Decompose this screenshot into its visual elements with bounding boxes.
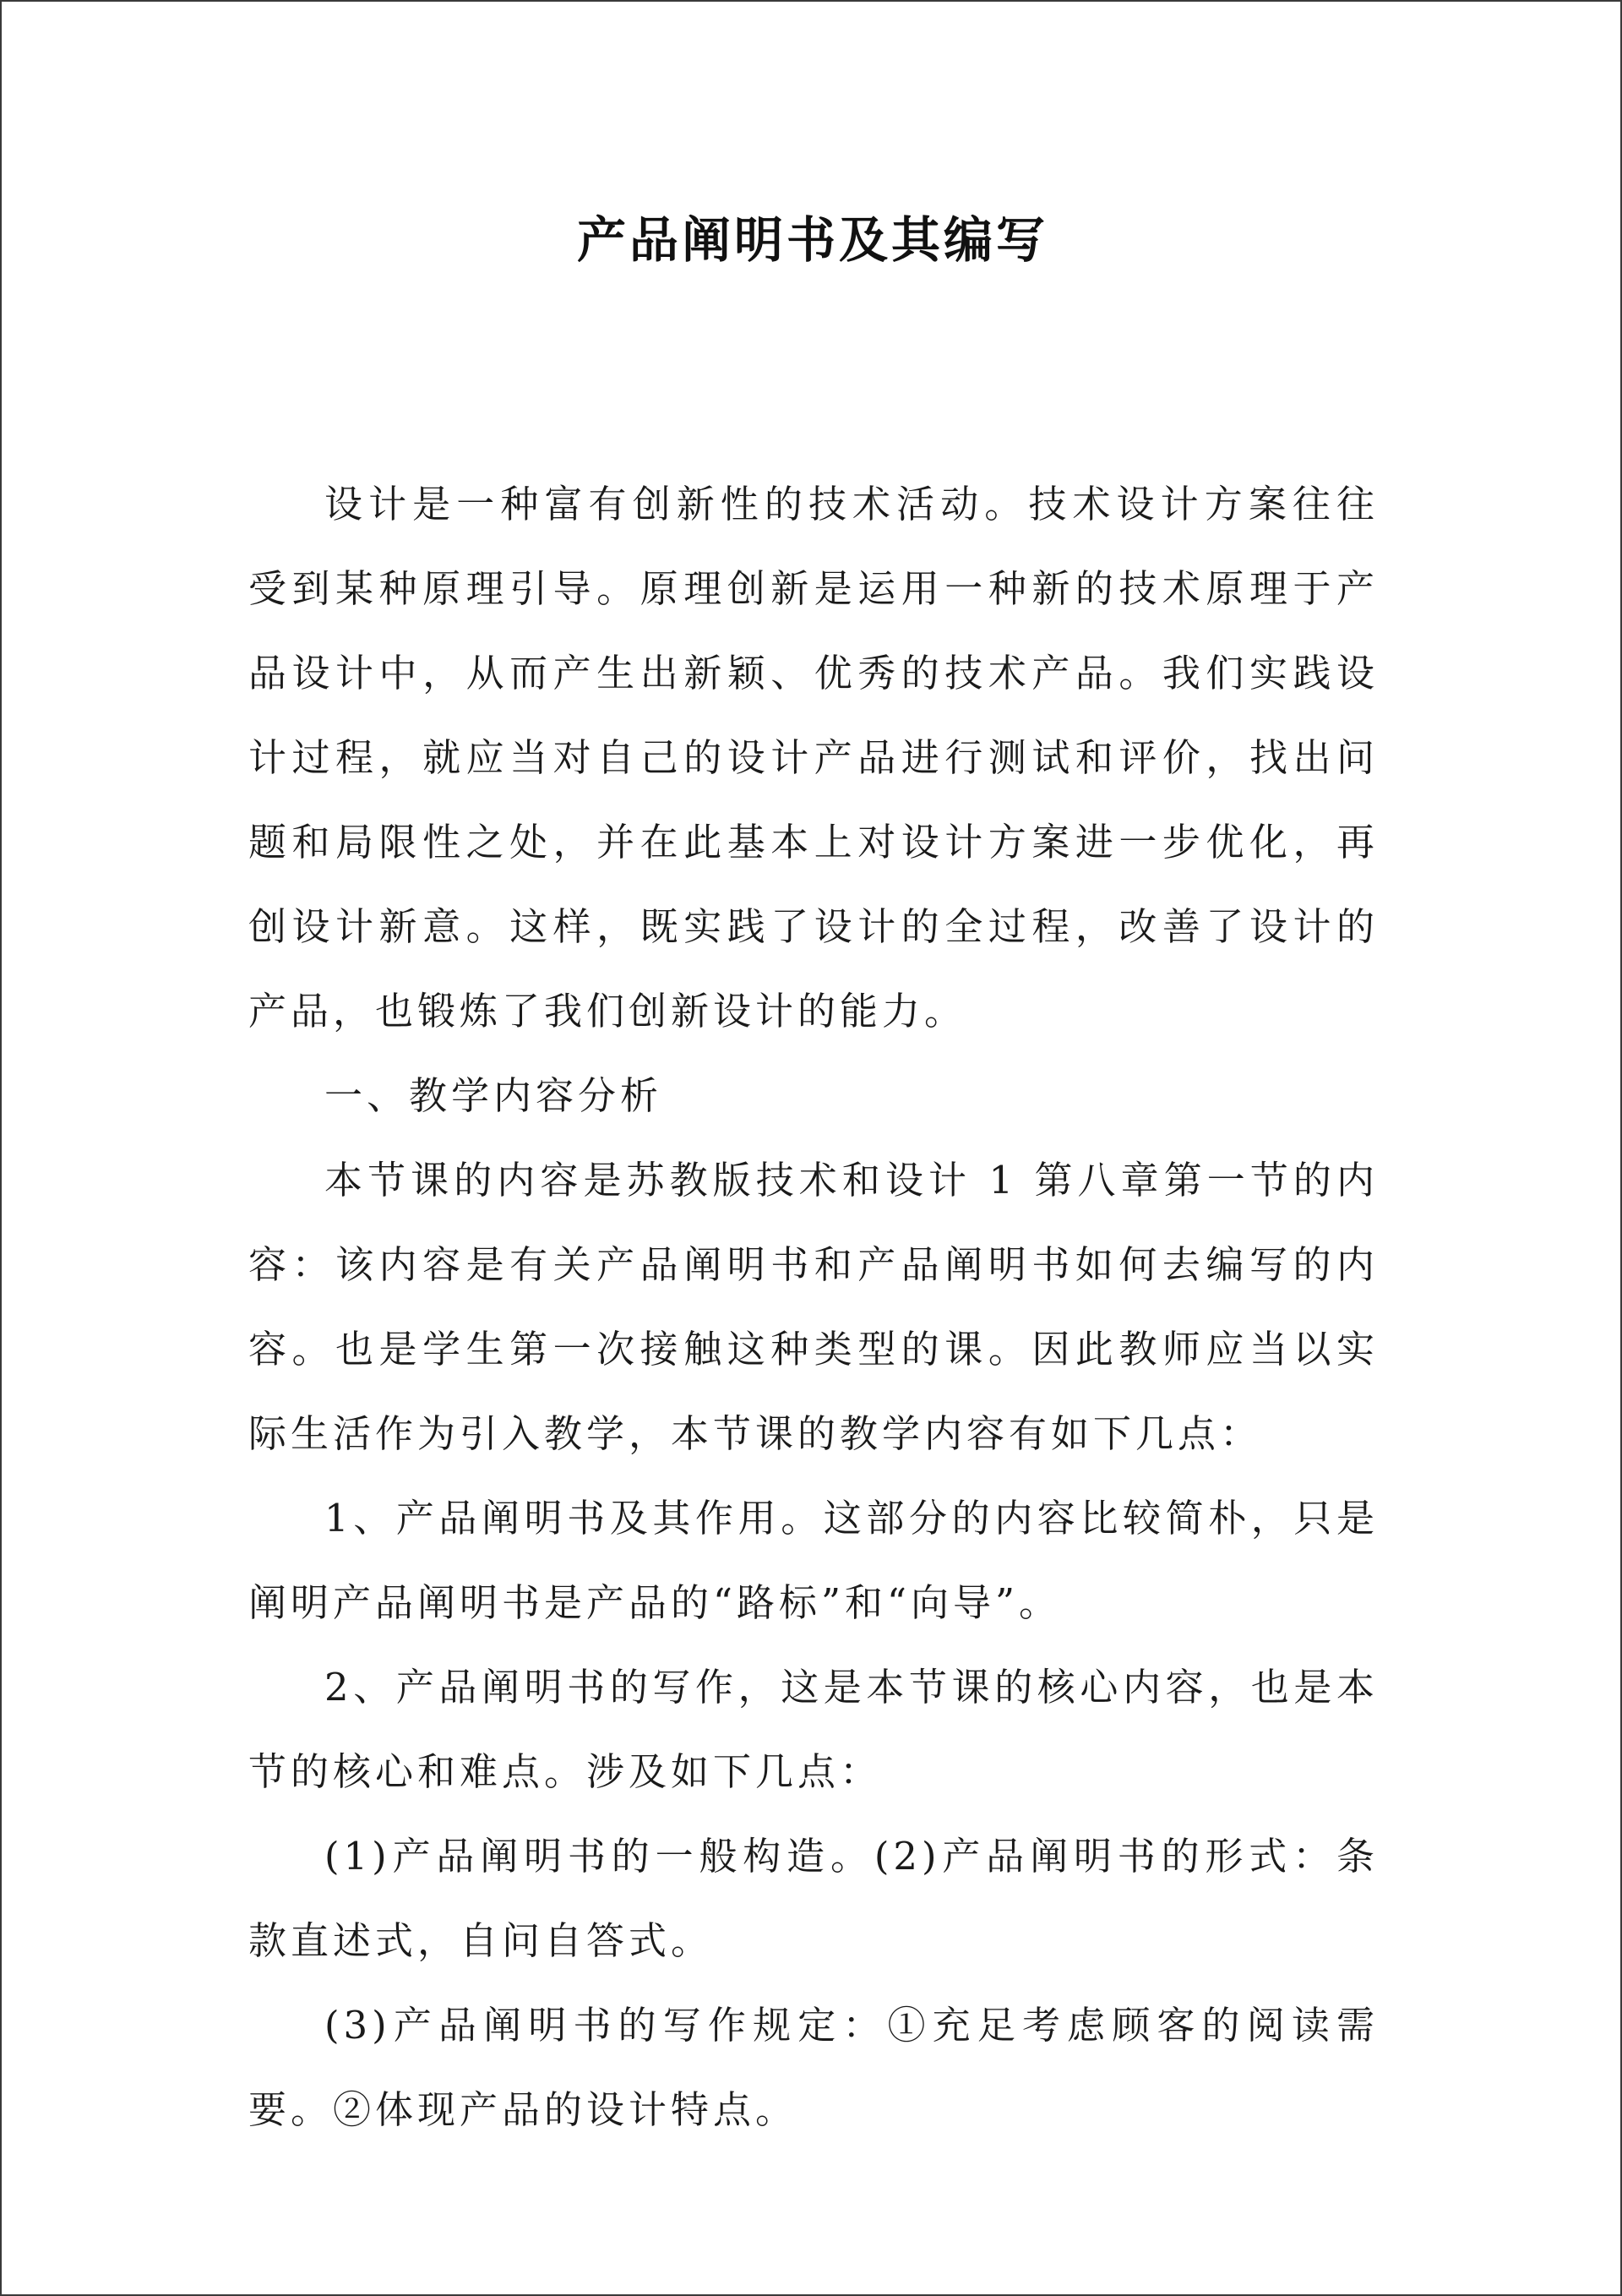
paragraph-point-1: 1、产品阐明书及其作用。这部分的内容比较简朴，只是阐明产品阐明书是产品的“路标”和“向导”。 [248, 1496, 1379, 1625]
paragraph-lesson-overview: 本节课的内容是苏教版技术和设计 1 第八章第一节的内容：该内容是有关产品阐明书和产品阐明书如何去编写的内容。也是学生第一次接触这种类型的课。因此教师应当以实际生活作为引入教学，本节课的教学内容有如下几点： [248, 1158, 1379, 1456]
paragraph-point-2: 2、产品阐明书的写作，这是本节课的核心内容，也是本节的核心和难点。涉及如下几点： [248, 1665, 1379, 1794]
section-heading-content-analysis: 一、教学内容分析 [324, 1073, 663, 1118]
paragraph-intro: 设计是一种富有创新性的技术活动。技术设计方案往往受到某种原理引导。原理创新是运用一种新的技术原理于产品设计中，从而产生出新颖、优秀的技术产品。我们实践设计过程，就应当对自己的设计产品进行测试和评价，找出问题和局限性之处，并在此基本上对设计方案进一步优化，再创设计新意。这样，既实践了设计的全过程，改善了设计的产品，也锻炼了我们创新设计的能力。 [248, 482, 1379, 1033]
paragraph-subpoints-1-2: (1)产品阐明书的一般构造。(2)产品阐明书的形式：条款直述式，自问自答式。 [248, 1834, 1379, 1963]
document-title: 产品阐明书及其编写 [576, 211, 1048, 269]
paragraph-subpoint-3: (3)产品阐明书的写作规定：①充足考虑顾客的阅读需要。②体现产品的设计特点。 [248, 2003, 1379, 2132]
document-body [248, 462, 1379, 2152]
